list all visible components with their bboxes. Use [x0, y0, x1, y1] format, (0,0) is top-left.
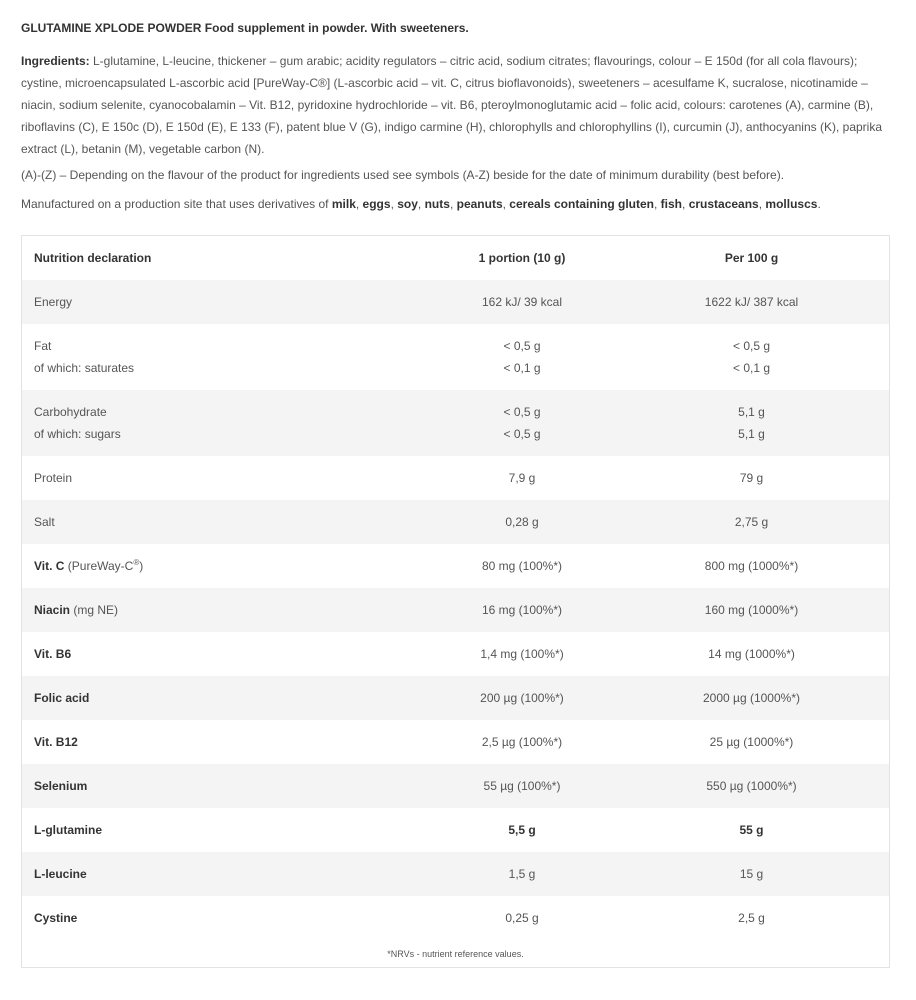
row-label: Protein: [34, 471, 73, 485]
header-per-100g: Per 100 g: [724, 251, 779, 265]
table-row-niacin: [22, 588, 890, 632]
row-100g-value: 14 mg (1000%*): [708, 647, 795, 661]
row-100g-value: 160 mg (1000%*): [614, 588, 890, 632]
table-row-cystine: [22, 896, 890, 940]
row-portion-value: 80 mg (100%*): [481, 559, 563, 573]
table-row-fat: [22, 324, 890, 390]
saturates-portion: < 0,1 g: [503, 361, 541, 375]
table-footnote-row: [22, 940, 890, 968]
row-100g-value: 550 µg (1000%*): [614, 764, 890, 808]
fat-portion: < 0,5 g: [503, 339, 541, 353]
allergen-statement: Manufactured on a production site that uses derivatives of milk, eggs, soy, nuts, peanuts, cereals containing gluten, fish, crustaceans, molluscs.: [21, 197, 821, 211]
nrv-footnote: *NRVs - nutrient reference values.: [387, 948, 524, 959]
carbohydrate-label: Carbohydrate: [34, 405, 107, 419]
table-row-vitamin-c: [22, 544, 890, 588]
table-row-selenium: [22, 764, 890, 808]
row-portion-value: 2,5 µg (100%*): [481, 735, 563, 749]
fat-label: Fat: [34, 339, 52, 353]
row-100g-value: 15 g: [614, 852, 890, 896]
allergen-molluscs: molluscs: [765, 197, 818, 211]
row-label: Cystine: [34, 911, 78, 925]
row-portion-value: [430, 324, 614, 390]
row-portion-value: 1,5 g: [430, 852, 614, 896]
row-portion-value: 16 mg (100%*): [430, 588, 614, 632]
product-title: GLUTAMINE XPLODE POWDER Food supplement in powder. With sweeteners.: [21, 21, 469, 35]
row-label: L-glutamine: [34, 823, 102, 837]
table-row-carbohydrate: [22, 390, 890, 456]
row-100g-value: [614, 390, 890, 456]
carbohydrate-portion: < 0,5 g: [503, 405, 541, 419]
allergen-crustaceans: crustaceans: [688, 197, 759, 211]
sugars-label: of which: sugars: [34, 427, 121, 441]
allergen-fish: fish: [660, 197, 683, 211]
row-label: Vit. B6: [34, 647, 72, 661]
vitc-name: Vit. C: [34, 559, 65, 573]
row-label: Vit. B12: [34, 735, 78, 749]
header-per-portion: 1 portion (10 g): [478, 251, 566, 265]
row-portion-value: 55 µg (100%*): [430, 764, 614, 808]
allergen-nuts: nuts: [424, 197, 450, 211]
row-label: Selenium: [22, 764, 431, 808]
row-portion-value: 1,4 mg (100%*): [480, 647, 564, 661]
row-label: Salt: [22, 500, 431, 544]
saturates-100g: < 0,1 g: [732, 361, 771, 375]
flavour-note: (A)-(Z) – Depending on the flavour of the product for ingredients used see symbols (A-Z) beside for the date of minimum durability (best before).: [21, 168, 785, 182]
ingredients-list: L-glutamine, L-leucine, thickener – gum arabic; acidity regulators – citric acid, sodium citrates; flavourings, colour – E 150d (for all cola flavours); cystine, microencapsulated L-ascorbic acid [PureWay-C®] (L-ascorbic acid – vit. C, citrus bioflavonoids), sweeteners – acesulfame K, sucralose, nicotinamide – niacin, sodium selenite, cyanocobalamin – Vit. B12, pyridoxine hydrochloride – vit. B6, pteroylmonoglutamic acid – folic acid, colours: carotenes (A), carmine (B), riboflavins (C), E 150c (D), E 150d (E), E 133 (F), patent blue V (G), indigo carmine (H), chlorophylls and chlorophyllins (I), curcumin (J), anthocyanins (K), paprika extract (L), betanin (M), vegetable carbon (N).: [21, 54, 882, 156]
table-row-l-glutamine: [22, 808, 890, 852]
row-label: [22, 324, 431, 390]
row-label: Energy: [22, 280, 431, 324]
niacin-name: Niacin: [34, 603, 71, 617]
row-portion-value: 200 µg (100%*): [430, 676, 614, 720]
row-100g-value: 2000 µg (1000%*): [614, 676, 890, 720]
row-portion-value: 162 kJ/ 39 kcal: [430, 280, 614, 324]
allergen-gluten: cereals containing gluten: [509, 197, 654, 211]
nutrition-table: [21, 235, 890, 968]
table-row-protein: [22, 456, 890, 500]
allergen-soy: soy: [397, 197, 418, 211]
table-header-row: [22, 236, 890, 281]
row-100g-value: 2,5 g: [738, 911, 765, 925]
sugars-100g: 5,1 g: [738, 427, 765, 441]
row-label: Vit. C (PureWay-C®): [34, 558, 144, 573]
row-label: Niacin (mg NE): [22, 588, 431, 632]
table-row-salt: [22, 500, 890, 544]
table-row-folic-acid: [22, 676, 890, 720]
header-nutrition-declaration: Nutrition declaration: [34, 251, 152, 265]
carbohydrate-100g: 5,1 g: [738, 405, 765, 419]
row-label: L-leucine: [22, 852, 431, 896]
row-portion-value: 0,25 g: [505, 911, 539, 925]
allergen-milk: milk: [331, 197, 356, 211]
row-label: Folic acid: [22, 676, 431, 720]
row-portion-value: [430, 390, 614, 456]
allergen-eggs: eggs: [362, 197, 391, 211]
row-portion-value: 7,9 g: [508, 471, 536, 485]
row-100g-value: 25 µg (1000%*): [709, 735, 794, 749]
table-row-l-leucine: [22, 852, 890, 896]
row-100g-value: 1622 kJ/ 387 kcal: [614, 280, 890, 324]
fat-100g: < 0,5 g: [732, 339, 771, 353]
row-100g-value: 55 g: [739, 823, 764, 837]
row-portion-value: 5,5 g: [508, 823, 536, 837]
row-portion-value: 0,28 g: [430, 500, 614, 544]
allergen-peanuts: peanuts: [456, 197, 503, 211]
ingredients-label: Ingredients:: [21, 54, 90, 68]
table-row-vitamin-b6: [22, 632, 890, 676]
row-100g-value: [614, 324, 890, 390]
row-100g-value: 800 mg (1000%*): [704, 559, 799, 573]
table-row-energy: [22, 280, 890, 324]
table-row-vitamin-b12: [22, 720, 890, 764]
sugars-portion: < 0,5 g: [503, 427, 541, 441]
row-label: [22, 390, 431, 456]
ingredients-text: [21, 50, 896, 160]
row-100g-value: 2,75 g: [614, 500, 890, 544]
saturates-label: of which: saturates: [34, 361, 135, 375]
row-100g-value: 79 g: [739, 471, 764, 485]
